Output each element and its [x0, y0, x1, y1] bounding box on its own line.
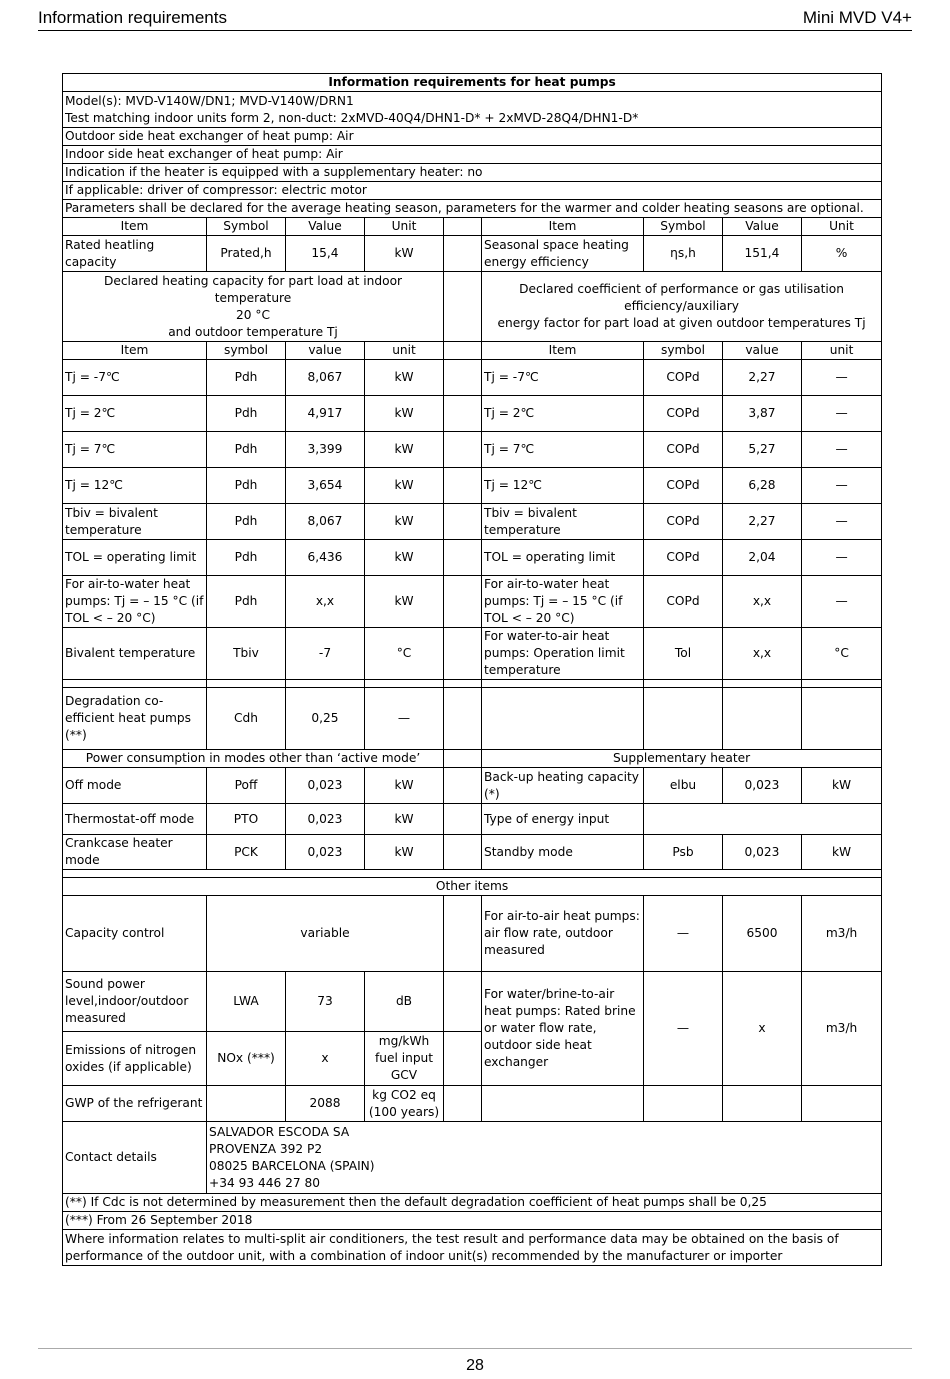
degradation-unit: —	[365, 688, 444, 750]
nox-label: Emissions of nitrogen oxides (if applicable)	[63, 1032, 207, 1086]
col-item: Item	[482, 218, 644, 236]
brine-flow-unit: m3/h	[802, 972, 882, 1086]
off-mode-label: Off mode	[63, 768, 207, 804]
col-symbol: Symbol	[644, 218, 723, 236]
pdh-unit: kW	[365, 540, 444, 576]
table-row	[63, 972, 882, 1032]
table-row	[63, 628, 882, 680]
pdh-unit: kW	[365, 396, 444, 432]
copd-unit: —	[802, 432, 882, 468]
table-row	[63, 540, 882, 576]
standby-label: Standby mode	[482, 835, 644, 870]
pdh-unit: kW	[365, 468, 444, 504]
sound-power-value: 73	[286, 972, 365, 1032]
standby-value: 0,023	[723, 835, 802, 870]
footnote-cdc: (**) If Cdc is not determined by measurement then the default degradation coefficient of heat pumps shall be 0,25	[63, 1194, 882, 1212]
table-row	[63, 835, 882, 870]
rated-capacity-unit: kW	[365, 236, 444, 272]
col-symbol: symbol	[207, 342, 286, 360]
nox-value: x	[286, 1032, 365, 1086]
pdh-value: 8,067	[286, 360, 365, 396]
col-unit: unit	[365, 342, 444, 360]
copd-unit: —	[802, 396, 882, 432]
pdh-symbol: Pdh	[207, 576, 286, 628]
operation-limit-symbol: Tol	[644, 628, 723, 680]
table-row	[63, 396, 882, 432]
gwp-label: GWP of the refrigerant	[63, 1086, 207, 1122]
operation-limit-unit: °C	[802, 628, 882, 680]
operation-limit-label: For water-to-air heat pumps: Operation limit temperature	[482, 628, 644, 680]
crankcase-unit: kW	[365, 835, 444, 870]
tj-label: Tj = 12℃	[63, 468, 207, 504]
footnote-nox-date: (***) From 26 September 2018	[63, 1212, 882, 1230]
copd-value: x,x	[723, 576, 802, 628]
standby-symbol: Psb	[644, 835, 723, 870]
declared-capacity-heading: Declared heating capacity for part load at indoor temperature 20 °C and outdoor temperature Tj	[63, 272, 444, 342]
degradation-symbol: Cdh	[207, 688, 286, 750]
pdh-unit: kW	[365, 432, 444, 468]
operation-limit-value: x,x	[723, 628, 802, 680]
brine-flow-value: x	[723, 972, 802, 1086]
rated-capacity-value: 15,4	[286, 236, 365, 272]
pdh-symbol: Pdh	[207, 504, 286, 540]
tj-label: Tj = 7℃	[63, 432, 207, 468]
table-row	[63, 1086, 882, 1122]
copd-symbol: COPd	[644, 396, 723, 432]
gwp-value: 2088	[286, 1086, 365, 1122]
copd-value: 6,28	[723, 468, 802, 504]
copd-symbol: COPd	[644, 504, 723, 540]
col-symbol: Symbol	[207, 218, 286, 236]
table-row	[63, 804, 882, 835]
thermostat-off-symbol: PTO	[207, 804, 286, 835]
bivalent-label: Bivalent temperature	[63, 628, 207, 680]
col-value: Value	[723, 218, 802, 236]
page-number: 28	[466, 1357, 484, 1374]
pdh-value: 3,399	[286, 432, 365, 468]
heat-pump-info-table	[62, 73, 882, 1266]
copd-value: 3,87	[723, 396, 802, 432]
models-text: Model(s): MVD-V140W/DN1; MVD-V140W/DRN1	[65, 93, 354, 108]
tj-label: TOL = operating limit	[482, 540, 644, 576]
pdh-symbol: Pdh	[207, 396, 286, 432]
table-row	[63, 688, 882, 750]
table-title: Information requirements for heat pumps	[63, 74, 882, 92]
table-row	[63, 360, 882, 396]
bivalent-value: -7	[286, 628, 365, 680]
outdoor-hx: Outdoor side heat exchanger of heat pump: Air	[63, 128, 882, 146]
footnote-multi-split: Where information relates to multi-split air conditioners, the test result and performance data may be obtained on the basis of performance of the outdoor unit, with a combination of indoor unit(s) recommended by the manufacturer or importer	[63, 1230, 882, 1266]
nox-symbol: NOx (***)	[207, 1032, 286, 1086]
pdh-symbol: Pdh	[207, 468, 286, 504]
pdh-value: x,x	[286, 576, 365, 628]
tj-label: Tbiv = bivalent temperature	[63, 504, 207, 540]
backup-heating-value: 0,023	[723, 768, 802, 804]
tj-label: Tj = 12℃	[482, 468, 644, 504]
pdh-symbol: Pdh	[207, 360, 286, 396]
copd-symbol: COPd	[644, 576, 723, 628]
rated-capacity-symbol: Prated,h	[207, 236, 286, 272]
col-item: Item	[482, 342, 644, 360]
supplementary-heater-heading: Supplementary heater	[482, 750, 882, 768]
contact-details: SALVADOR ESCODA SA PROVENZA 392 P2 08025 BARCELONA (SPAIN) +34 93 446 27 80	[207, 1122, 882, 1194]
air-flow-label: For air-to-air heat pumps: air flow rate, outdoor measured	[482, 896, 644, 972]
rated-capacity-label: Rated heatling capacity	[63, 236, 207, 272]
col-unit: Unit	[802, 218, 882, 236]
thermostat-off-unit: kW	[365, 804, 444, 835]
tj-label: Tj = 7℃	[482, 432, 644, 468]
col-item: Item	[63, 342, 207, 360]
copd-value: 2,27	[723, 360, 802, 396]
crankcase-label: Crankcase heater mode	[63, 835, 207, 870]
crankcase-symbol: PCK	[207, 835, 286, 870]
air-flow-value: 6500	[723, 896, 802, 972]
col-value: value	[723, 342, 802, 360]
off-mode-unit: kW	[365, 768, 444, 804]
header-row-2	[63, 342, 882, 360]
copd-unit: —	[802, 576, 882, 628]
table-row	[63, 896, 882, 972]
pdh-value: 3,654	[286, 468, 365, 504]
nox-unit: mg/kWh fuel input GCV	[365, 1032, 444, 1086]
capacity-control-label: Capacity control	[63, 896, 207, 972]
pdh-unit: kW	[365, 504, 444, 540]
col-value: value	[286, 342, 365, 360]
copd-symbol: COPd	[644, 432, 723, 468]
col-symbol: symbol	[644, 342, 723, 360]
table-row	[63, 1122, 882, 1194]
col-unit: Unit	[365, 218, 444, 236]
brine-flow-symbol: —	[644, 972, 723, 1086]
tj-label: Tj = 2℃	[63, 396, 207, 432]
tj-label: Tj = -7℃	[63, 360, 207, 396]
degradation-label: Degradation co-efficient heat pumps (**)	[63, 688, 207, 750]
header-row-1	[63, 218, 882, 236]
tj-label: For air-to-water heat pumps: Tj = – 15 °C (if TOL < – 20 °C)	[63, 576, 207, 628]
table-row	[63, 768, 882, 804]
air-flow-unit: m3/h	[802, 896, 882, 972]
backup-heating-label: Back-up heating capacity (*)	[482, 768, 644, 804]
spacer-row	[63, 680, 882, 688]
gwp-unit: kg CO2 eq (100 years)	[365, 1086, 444, 1122]
params-note: Parameters shall be declared for the average heating season, parameters for the warmer and colder heating seasons are optional.	[63, 200, 882, 218]
supp-heater-indication: Indication if the heater is equipped with a supplementary heater: no	[63, 164, 882, 182]
seasonal-efficiency-symbol: ηs,h	[644, 236, 723, 272]
page-footer	[38, 1348, 912, 1375]
header-product: Mini MVD V4+	[802, 8, 912, 27]
header-title: Information requirements	[38, 8, 227, 27]
copd-symbol: COPd	[644, 540, 723, 576]
bivalent-symbol: Tbiv	[207, 628, 286, 680]
off-mode-symbol: Poff	[207, 768, 286, 804]
pdh-unit: kW	[365, 360, 444, 396]
col-unit: unit	[802, 342, 882, 360]
table-row	[63, 432, 882, 468]
sound-power-symbol: LWA	[207, 972, 286, 1032]
copd-symbol: COPd	[644, 360, 723, 396]
table-row	[63, 576, 882, 628]
copd-unit: —	[802, 540, 882, 576]
thermostat-off-label: Thermostat-off mode	[63, 804, 207, 835]
pdh-symbol: Pdh	[207, 432, 286, 468]
copd-value: 2,27	[723, 504, 802, 540]
pdh-value: 8,067	[286, 504, 365, 540]
spacer-row	[63, 870, 882, 878]
brine-flow-label: For water/brine-to-air heat pumps: Rated brine or water flow rate, outdoor side heat exchanger	[482, 972, 644, 1086]
table-row	[63, 504, 882, 540]
col-value: Value	[286, 218, 365, 236]
table-row	[63, 468, 882, 504]
copd-value: 5,27	[723, 432, 802, 468]
seasonal-efficiency-unit: %	[802, 236, 882, 272]
seasonal-efficiency-label: Seasonal space heating energy efficiency	[482, 236, 644, 272]
pdh-value: 4,917	[286, 396, 365, 432]
sound-power-label: Sound power level,indoor/outdoor measured	[63, 972, 207, 1032]
copd-symbol: COPd	[644, 468, 723, 504]
tj-label: Tbiv = bivalent temperature	[482, 504, 644, 540]
other-items-heading: Other items	[63, 878, 882, 896]
pdh-value: 6,436	[286, 540, 365, 576]
models-cell	[63, 92, 882, 128]
standby-unit: kW	[802, 835, 882, 870]
tj-label: Tj = -7℃	[482, 360, 644, 396]
degradation-value: 0,25	[286, 688, 365, 750]
tj-label: For air-to-water heat pumps: Tj = – 15 °C (if TOL < – 20 °C)	[482, 576, 644, 628]
pdh-unit: kW	[365, 576, 444, 628]
copd-unit: —	[802, 360, 882, 396]
tj-label: Tj = 2℃	[482, 396, 644, 432]
sound-power-unit: dB	[365, 972, 444, 1032]
col-item: Item	[63, 218, 207, 236]
backup-heating-unit: kW	[802, 768, 882, 804]
bivalent-unit: °C	[365, 628, 444, 680]
indoor-hx: Indoor side heat exchanger of heat pump: Air	[63, 146, 882, 164]
off-mode-value: 0,023	[286, 768, 365, 804]
energy-input-label: Type of energy input	[482, 804, 644, 835]
test-units-text: Test matching indoor units form 2, non-duct: 2xMVD-40Q4/DHN1-D* + 2xMVD-28Q4/DHN1-D*	[65, 110, 639, 125]
power-consumption-heading: Power consumption in modes other than ‘active mode’	[63, 750, 444, 768]
seasonal-efficiency-value: 151,4	[723, 236, 802, 272]
thermostat-off-value: 0,023	[286, 804, 365, 835]
copd-unit: —	[802, 504, 882, 540]
backup-heating-symbol: elbu	[644, 768, 723, 804]
contact-label: Contact details	[63, 1122, 207, 1194]
page-header	[38, 6, 912, 31]
compressor-driver: If applicable: driver of compressor: electric motor	[63, 182, 882, 200]
tj-label: TOL = operating limit	[63, 540, 207, 576]
capacity-control-value: variable	[207, 896, 444, 972]
air-flow-symbol: —	[644, 896, 723, 972]
copd-value: 2,04	[723, 540, 802, 576]
crankcase-value: 0,023	[286, 835, 365, 870]
pdh-symbol: Pdh	[207, 540, 286, 576]
table-row	[63, 236, 882, 272]
copd-unit: —	[802, 468, 882, 504]
declared-cop-heading: Declared coefficient of performance or gas utilisation efficiency/auxiliary energy factor for part load at given outdoor temperatures Tj	[482, 272, 882, 342]
